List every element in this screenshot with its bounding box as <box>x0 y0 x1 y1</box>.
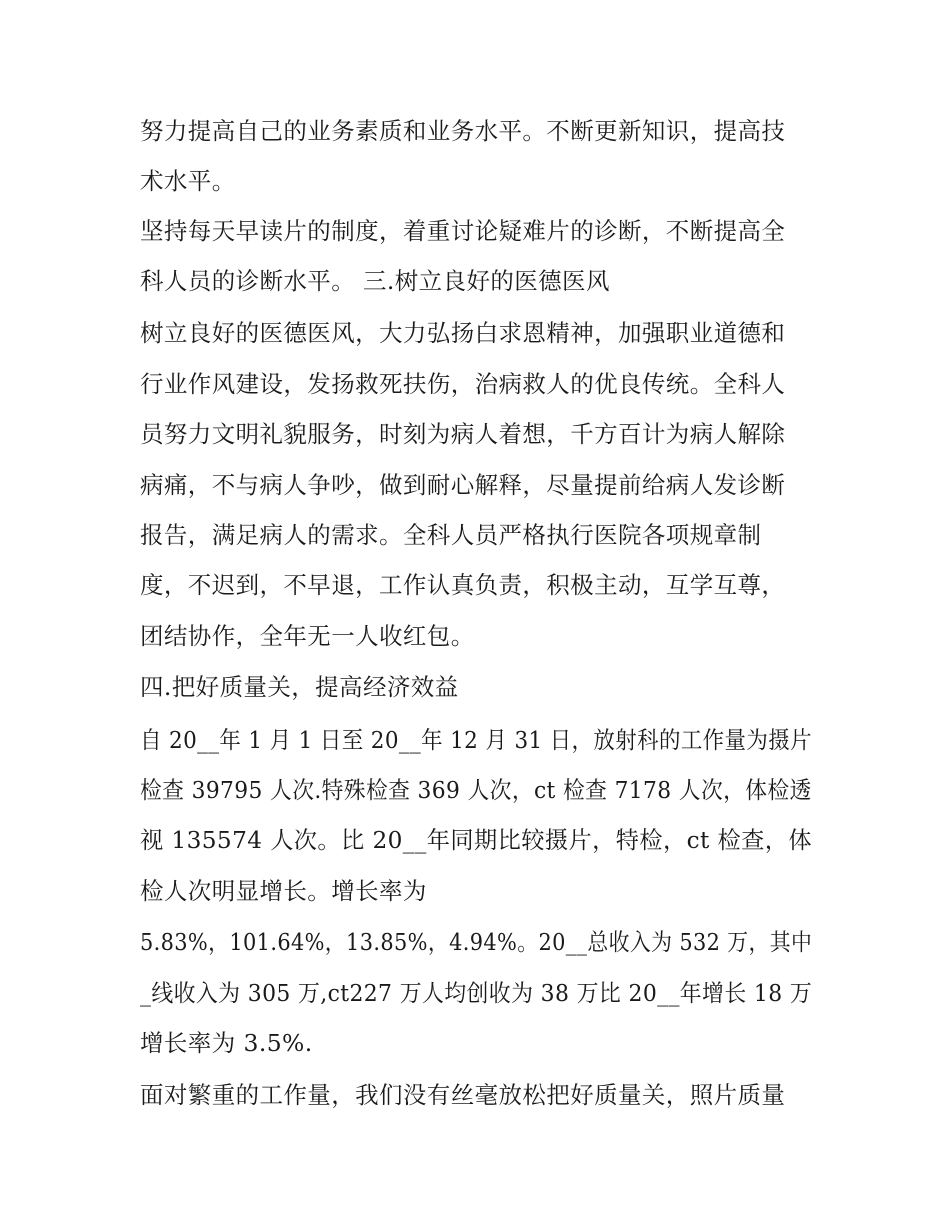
text-line: 视 135574 人次。比 20__年同期比较摄片，特检，ct 检查，体 <box>140 826 812 854</box>
text-line: 检查 39795 人次.特殊检查 369 人次，ct 检查 7178 人次，体检透 <box>140 776 812 804</box>
text-line: 增长率为 3.5%. <box>140 1029 313 1057</box>
section-heading-line: 科人员的诊断水平。 三.树立良好的医德医风 <box>140 267 610 295</box>
text-line: 检人次明显增长。增长率为 <box>140 877 427 905</box>
text-line: 病痛，不与病人争吵，做到耐心解释，尽量提前给病人发诊断 <box>140 471 786 499</box>
text-line: 团结协作，全年无一人收红包。 <box>140 622 475 650</box>
text-line: 努力提高自己的业务素质和业务水平。不断更新知识，提高技 <box>140 117 786 145</box>
text-line: 5.83%，101.64%，13.85%，4.94%。20__总收入为 532 万，其中 <box>140 928 813 956</box>
text-line: 自 20__年 1 月 1 日至 20__年 12 月 31 日，放射科的工作量为摄片 <box>140 726 812 754</box>
text-line: 术水平。 <box>140 167 236 195</box>
text-line: 报告，满足病人的需求。全科人员严格执行医院各项规章制 <box>140 521 762 549</box>
text-line: 面对繁重的工作量，我们没有丝毫放松把好质量关，照片质量 <box>140 1081 786 1109</box>
text-line: 行业作风建设，发扬救死扶伤，治病救人的优良传统。全科人 <box>140 370 786 398</box>
text-line: _线收入为 305 万,ct227 万人均创收为 38 万比 20__年增长 18 万 <box>140 979 813 1007</box>
text-line: 员努力文明礼貌服务，时刻为病人着想，千方百计为病人解除 <box>140 420 786 448</box>
text-line: 度，不迟到，不早退，工作认真负责，积极主动，互学互尊， <box>140 571 786 599</box>
text-line: 树立良好的医德医风，大力弘扬白求恩精神，加强职业道德和 <box>140 319 786 347</box>
section-heading: 四.把好质量关，提高经济效益 <box>140 673 459 701</box>
text-line: 坚持每天早读片的制度，着重讨论疑难片的诊断，不断提高全 <box>140 217 786 245</box>
